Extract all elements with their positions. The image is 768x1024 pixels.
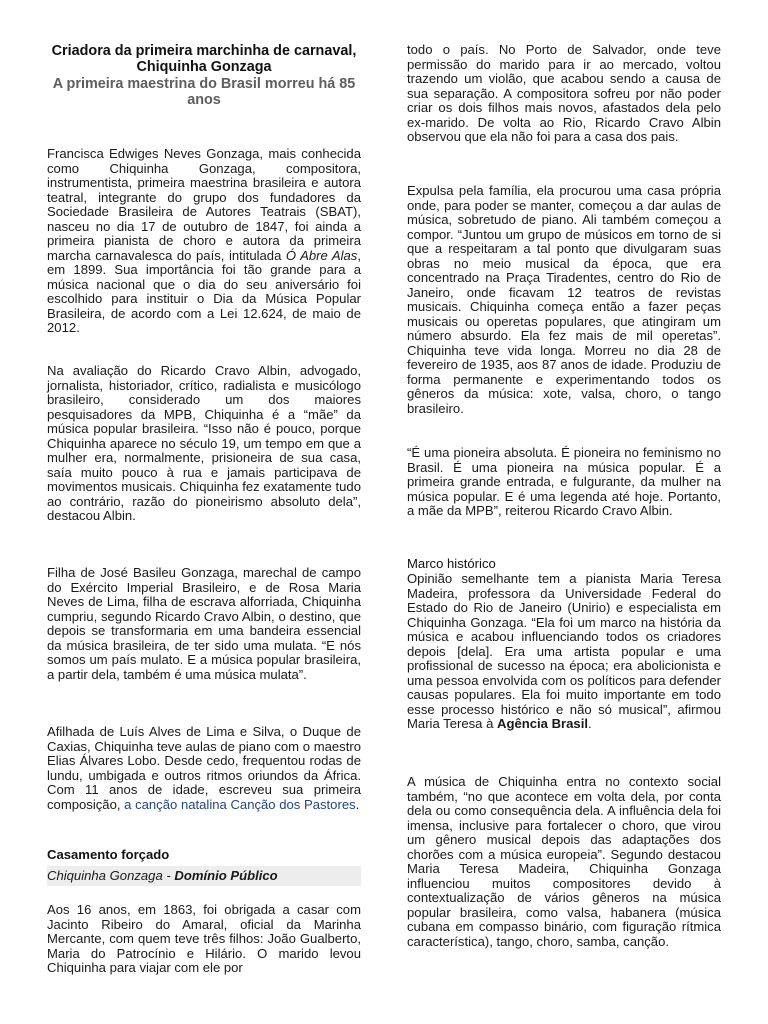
cancao-dos-pastores-link[interactable]: a canção (124, 796, 178, 812)
paragraph-madeira-text: Opinião semelhante tem a pianista Maria Teresa Madeira, professora da Universidade Federal do Estado do Rio de Janeiro (Unirio) e especialista em Chiquinha Gonzaga. “Ela foi um marco na história da música e acabou influenciando todos os criadores depois [dela]. Era uma artista popular e uma profissional de sucesso na época; era abolicionista e uma pessoa envolvida com os políticos para defender causas populares. Ela foi muito importante em todo esse processo histórico e não só musical”, afirmou Maria Teresa à (407, 571, 721, 731)
paragraph-intro-text-a: Francisca Edwiges Neves Gonzaga, mais conhecida como Chiquinha Gonzaga, compositora, instrumentista, primeira maestrina brasileira e autora teatral, integrante do grupo dos fundadores da Sociedade Brasileira de Autores Teatrais (SBAT), nasceu no dia 17 de outubro de 1847, foi ainda a primeira pianista de choro e autora da primeira marcha carnavalesca do país, intitulada (47, 146, 361, 263)
cancao-dos-pastores-link-cont[interactable]: natalina Canção dos Pastores (180, 796, 356, 812)
paragraph-godchild-end: . (355, 796, 360, 812)
paragraph-parents: Filha de José Basileu Gonzaga, marechal de campo do Exército Imperial Brasileiro, e de Rosa Maria Neves de Lima, filha de escrava alforriada, Chiquinha cumpriu, segundo Ricardo Cravo Albin, o destino, que depois se transformaria em uma bandeira essencial da música brasileira, de ter sido uma mulata. “E nós somos um país mulato. E a música popular brasileira, a partir dela, também é uma música mulata”. (47, 565, 361, 682)
paragraph-madeira (407, 572, 721, 732)
paragraph-intro (47, 147, 361, 336)
paragraph-intro-text-b: , em 1899. Sua importância foi tão grande para a música nacional que o dia do seu aniversário foi escolhido para instituir o Dia da Música Popular Brasileira, de acordo com a Lei 12.624, de maio de 2012. (47, 247, 361, 335)
article-headline (47, 43, 361, 109)
paragraph-godchild-text: Afilhada de Luís Alves de Lima e Silva, o Duque de Caxias, Chiquinha teve aulas de piano com o maestro Elias Álvares Lobo. Desde cedo, frequentou rodas de lundu, umbigada e outros ritmos oriundos da África. Com 11 anos de idade, escreveu sua primeira composição, (47, 724, 361, 812)
caption-subject: Chiquinha Gonzaga - (47, 868, 175, 883)
caption-credit: Domínio Público (174, 868, 278, 883)
paragraph-albin-evaluation: Na avaliação do Ricardo Cravo Albin, advogado, jornalista, historiador, crítico, radialista e musicólogo brasileiro, considerado um dos maiores pesquisadores da MPB, Chiquinha é a “mãe” da música popular brasileira. “Isso não é pouco, porque Chiquinha aparece no século 19, um tempo em que a mulher era, normalmente, prisioneira de sua casa, saía muito pouco à rua e jamais participava de movimentos musicais. Chiquinha fez exatamente tudo ao contrário, razão do pioneirismo absoluto dela”, destacou Albin. (47, 363, 361, 523)
article-title: Criadora da primeira marchinha de carnaval, Chiquinha Gonzaga (51, 43, 357, 76)
paragraph-madeira-end: . (587, 716, 592, 731)
paragraph-godchild (47, 725, 361, 812)
paragraph-marriage: Aos 16 anos, em 1863, foi obrigada a casar com Jacinto Ribeiro do Amaral, oficial da Marinha Mercante, com quem teve três filhos: João Gualberto, Maria do Patrocínio e Hilário. O marido levou Chiquinha para viajar com ele por (47, 902, 361, 975)
image-caption (47, 866, 361, 886)
paragraph-expelled: Expulsa pela família, ela procurou uma casa própria onde, para poder se manter, começou a dar aulas de música, sobretudo de piano. Ali também começou a compor. “Juntou um grupo de músicos em torno de si que a respeitaram a tal ponto que divulgaram suas obras no meio musical da época, que era concentrado na Praça Tiradentes, centro do Rio de Janeiro, onde ficavam 12 teatros de revistas musicais. Chiquinha começa então a fazer peças musicais ou operetas populares, que atingiram um número absurdo. Ela fez mais de mil operetas”. Chiquinha teve vida longa. Morreu no dia 28 de fevereiro de 1935, aos 87 anos de idade. Produziu de forma permanente e experimentando todos os gêneros da música: xote, valsa, choro, o tango brasileiro. (407, 183, 721, 416)
paragraph-pioneer-quote: “É uma pioneira absoluta. É pioneira no feminismo no Brasil. É uma pioneira na música popular. É a primeira grande entrada, e fulgurante, da mulher na música popular. E é uma legenda até hoje. Portanto, a mãe da MPB”, reiterou Ricardo Cravo Albin. (407, 445, 721, 518)
paragraph-social-context: A música de Chiquinha entra no contexto social também, “no que acontece em volta dela, por conta dela ou como consequência dela. A influência dela foi imensa, inclusive para fortalecer o choro, que virou um gênero musical depois das adaptações dos chorões com a música europeia”. Segundo destacou Maria Teresa Madeira, Chiquinha Gonzaga influenciou muitos compositores devido à contextualização de vários gêneros na música popular brasileira, como valsa, habanera (música cubana em compasso binário, com figuração rítmica característica), tango, choro, samba, canção. (407, 774, 721, 949)
section-heading-casamento: Casamento forçado (47, 847, 170, 862)
paragraph-salvador: todo o país. No Porto de Salvador, onde teve permissão do marido para ir ao mercado, voltou trazendo um violão, que acabou sendo a causa de sua separação. A compositora sofreu por não poder criar os dois filhos mais novos, afastados dela pelo ex-marido. De volta ao Rio, Ricardo Cravo Albin observou que ela não foi para a casa dos pais. (407, 42, 721, 144)
section-heading-marco: Marco histórico (407, 556, 496, 571)
agencia-brasil-label: Agência Brasil (497, 716, 588, 731)
article-subtitle: A primeira maestrina do Brasil morreu há 85 anos (52, 75, 356, 109)
song-title-o-abre-alas: Ó Abre Alas (285, 247, 358, 263)
